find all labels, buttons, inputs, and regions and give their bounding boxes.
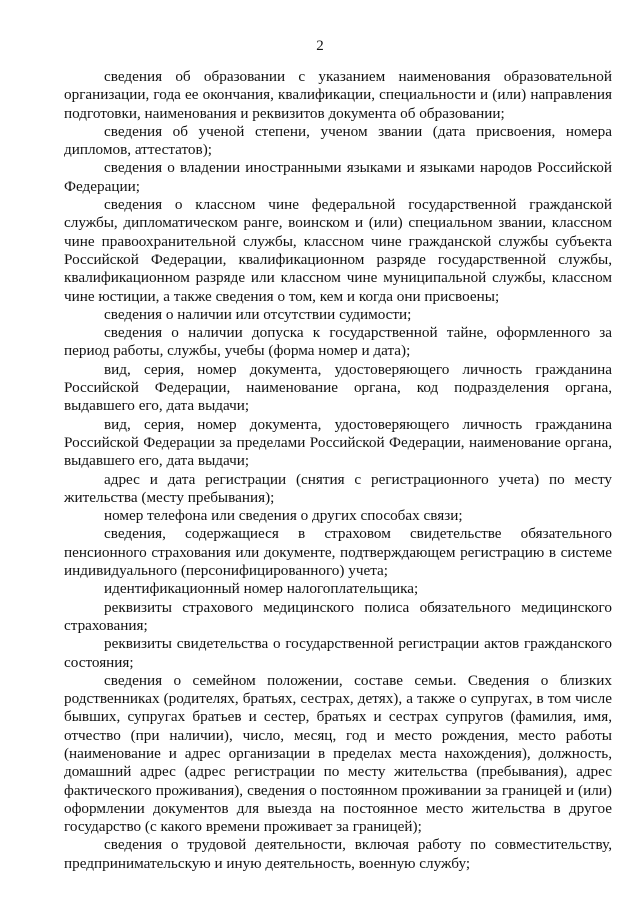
paragraph-languages: сведения о владении иностранными языками и языками народов Российской Федерации; <box>64 159 612 195</box>
document-body <box>64 68 612 873</box>
paragraph-tax-id: идентификационный номер налогоплательщика; <box>104 580 419 598</box>
paragraph-family: сведения о семейном положении, составе семьи. Сведения о близких родственниках (родителях, братьях, сестрах, детях), а также о супругах, в том числе бывших, супругах братьев и сестер, братьях и сестрах супругов (фамилия, имя, отчество (при наличии), число, месяц, год и место рождения, место работы (наименование и адрес организации в пределах места нахождения), должность, домашний адрес (адрес регистрации по месту жительства (пребывания), адрес фактического проживания), сведения о постоянном проживании за границей и (или) оформлении документов для выезда на постоянное место жительства в другое государство (с какого времени проживает за границей); <box>64 671 612 836</box>
page-number: 2 <box>316 38 324 54</box>
paragraph-registration-address: адрес и дата регистрации (снятия с регистрационного учета) по месту жительства (месту пребывания); <box>64 470 612 506</box>
paragraph-medical-policy: реквизиты страхового медицинского полиса обязательного медицинского страхования; <box>64 598 612 634</box>
paragraph-pension-insurance: сведения, содержащиеся в страховом свидетельстве обязательного пенсионного страхования или документе, подтверждающем регистрацию в системе индивидуального (персонифицированного) учета; <box>64 525 612 580</box>
paragraph-criminal-record: сведения о наличии или отсутствии судимости; <box>104 305 412 323</box>
paragraph-phone: номер телефона или сведения о других способах связи; <box>104 507 463 525</box>
paragraph-civil-status-acts: реквизиты свидетельства о государственной регистрации актов гражданского состояния; <box>64 635 612 671</box>
paragraph-employment: сведения о трудовой деятельности, включая работу по совместительству, предпринимательскую и иную деятельность, военную службу; <box>64 836 612 872</box>
paragraph-state-secret-access: сведения о наличии допуска к государственной тайне, оформленного за период работы, службы, учебы (форма номер и дата); <box>64 324 612 360</box>
paragraph-foreign-passport: вид, серия, номер документа, удостоверяющего личность гражданина Российской Федерации за пределами Российской Федерации, наименование органа, выдавшего его, дата выдачи; <box>64 415 612 470</box>
paragraph-passport: вид, серия, номер документа, удостоверяющего личность гражданина Российской Федерации, наименование органа, код подразделения органа, выдавшего его, дата выдачи; <box>64 360 612 415</box>
paragraph-education: сведения об образовании с указанием наименования образовательной организации, года ее окончания, квалификации, специальности и (или) направления подготовки, наименования и реквизитов документа об образовании; <box>64 68 612 122</box>
paragraph-class-rank: сведения о классном чине федеральной государственной гражданской службы, дипломатическом ранге, воинском и (или) специальном звании, классном чине правоохранительной службы, классном чине гражданской службы субъекта Российской Федерации, квалификационном разряде государственной службы, квалификационном разряде или классном чине муниципальной службы, классном чине юстиции, а также сведения о том, кем и когда они присвоены; <box>64 196 612 305</box>
paragraph-academic-degree: сведения об ученой степени, ученом звании (дата присвоения, номера дипломов, аттестатов); <box>64 122 612 159</box>
